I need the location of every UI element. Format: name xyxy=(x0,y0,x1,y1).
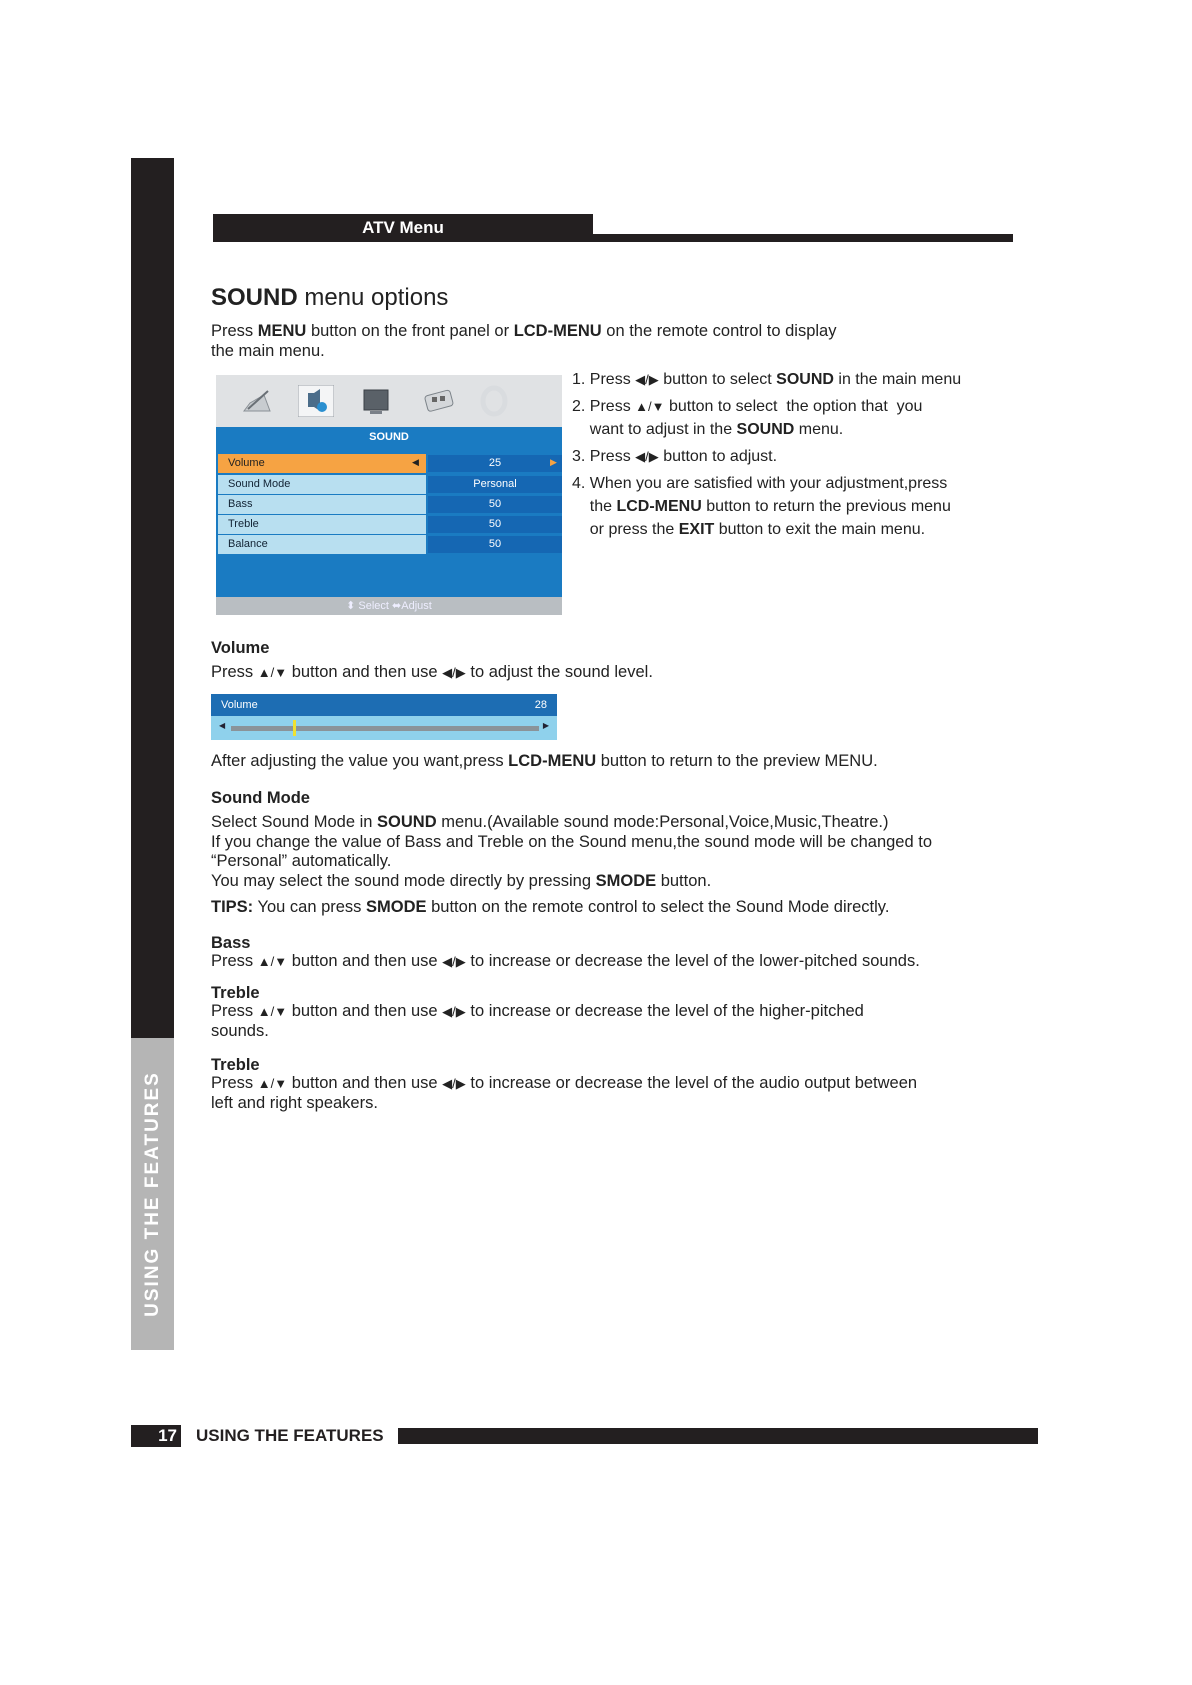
emphasis-text: TIPS: xyxy=(211,898,254,916)
text-run: button to return the previous menu xyxy=(701,498,951,515)
volume-heading: Volume xyxy=(211,639,270,657)
osd-row xyxy=(218,475,560,494)
right-arrow-icon: ▶ xyxy=(542,721,549,730)
text-run: want to adjust in the xyxy=(572,421,737,438)
text-run: in the main menu xyxy=(833,371,962,388)
text-run: 1. Press xyxy=(572,371,636,388)
volume-bar-label: Volume xyxy=(221,699,258,711)
step-line xyxy=(572,495,1022,518)
osd-row-label: Volume xyxy=(218,454,426,473)
arrow-buttons-icon: ◀/▶ xyxy=(442,954,466,969)
left-arrow-icon: ◀ xyxy=(219,721,226,730)
osd-row-value: 50 xyxy=(428,536,562,553)
osd-heading: SOUND xyxy=(369,431,409,443)
emphasis-text: SOUND xyxy=(736,421,795,438)
balance-text xyxy=(211,1073,917,1094)
balance-text-2: left and right speakers. xyxy=(211,1094,378,1112)
picture-icon xyxy=(240,385,276,417)
sidebar-dark-bar xyxy=(131,158,174,1038)
emphasis-text: LCD-MENU xyxy=(513,322,602,340)
emphasis-text: MENU xyxy=(257,322,307,340)
arrow-buttons-icon: ◀/▶ xyxy=(635,449,659,464)
volume-bar-value: 28 xyxy=(534,699,547,711)
balance-heading: Treble xyxy=(211,1056,260,1074)
sound-mode-line-1 xyxy=(211,812,888,832)
section-title-rest: menu options xyxy=(297,284,449,311)
footer-label: USING THE FEATURES xyxy=(196,1426,384,1445)
sound-mode-line-2: If you change the value of Bass and Treble on the Sound menu,the sound mode will be changed to xyxy=(211,833,932,851)
text-run: the xyxy=(572,498,617,515)
text-run: on the remote control to display xyxy=(601,322,837,340)
step-line xyxy=(572,472,1022,495)
sound-menu-screenshot xyxy=(216,375,562,615)
text-run: After adjusting the value you want,press xyxy=(211,752,509,770)
step-line xyxy=(572,395,1022,418)
text-run: Press xyxy=(211,1074,258,1092)
step-line xyxy=(572,418,1022,441)
footer-rule xyxy=(398,1428,1038,1444)
osd-row xyxy=(218,535,560,554)
text-run: Press xyxy=(211,1002,258,1020)
text-run: or press the xyxy=(572,521,679,538)
arrow-buttons-icon: ◀/▶ xyxy=(442,665,466,680)
intro-line-1 xyxy=(211,321,836,341)
osd-row-label: Balance xyxy=(218,535,426,554)
arrow-buttons-icon: ▲/▼ xyxy=(257,1076,288,1091)
steps-list xyxy=(572,368,1022,541)
text-run: Press xyxy=(211,952,258,970)
right-arrow-icon: ▶ xyxy=(550,457,557,467)
step-line xyxy=(572,518,1022,541)
arrow-buttons-icon: ◀/▶ xyxy=(635,372,659,387)
osd-footer-hint: ⬍ Select ⬌Adjust xyxy=(216,597,562,615)
text-run: menu. xyxy=(794,421,844,438)
arrow-buttons-icon: ◀/▶ xyxy=(442,1004,466,1019)
arrow-buttons-icon: ▲/▼ xyxy=(257,1004,288,1019)
text-run: button to return to the preview MENU. xyxy=(596,752,878,770)
treble-text xyxy=(211,1001,864,1022)
tips-line xyxy=(211,897,889,917)
emphasis-text: SMODE xyxy=(595,872,657,890)
bass-text xyxy=(211,951,920,972)
osd-sound-panel xyxy=(216,427,562,597)
arrow-buttons-icon: ▲/▼ xyxy=(257,665,288,680)
emphasis-text: SMODE xyxy=(366,898,427,916)
emphasis-text: LCD-MENU xyxy=(616,498,702,515)
osd-icon-row xyxy=(216,375,562,427)
screen-icon xyxy=(358,385,394,417)
text-run: to increase or decrease the level of the lower-pitched sounds. xyxy=(465,952,920,970)
arrow-buttons-icon: ▲/▼ xyxy=(635,399,665,414)
volume-osd-bar xyxy=(211,694,557,740)
emphasis-text: LCD-MENU xyxy=(508,752,597,770)
text-run: button. xyxy=(656,872,712,890)
osd-row xyxy=(218,495,560,514)
osd-row-label: Treble xyxy=(218,515,426,534)
arrow-buttons-icon: ◀/▶ xyxy=(442,1076,466,1091)
header-rule xyxy=(593,234,1013,242)
text-run: button to exit the main menu. xyxy=(714,521,926,538)
treble-heading: Treble xyxy=(211,984,260,1002)
osd-row-value: 50 xyxy=(428,496,562,513)
emphasis-text: SOUND xyxy=(377,813,437,831)
text-run: You may select the sound mode directly by pressing xyxy=(211,872,596,890)
text-run: button to select the option that you xyxy=(664,398,923,415)
volume-slider-area xyxy=(211,716,557,740)
osd-row xyxy=(218,515,560,534)
osd-row-label: Bass xyxy=(218,495,426,514)
text-run: button on the remote control to select the Sound Mode directly. xyxy=(426,898,890,916)
text-run: button to select xyxy=(658,371,777,388)
volume-slider-track xyxy=(231,726,539,731)
sound-mode-line-4 xyxy=(211,871,711,891)
volume-bar-header xyxy=(211,694,557,716)
volume-text xyxy=(211,662,653,683)
text-run: button and then use xyxy=(287,663,443,681)
intro-line-2: the main menu. xyxy=(211,342,325,360)
osd-row-value: 50 xyxy=(428,516,562,533)
left-arrow-icon: ◀ xyxy=(412,457,419,467)
text-run: button and then use xyxy=(287,1002,443,1020)
volume-after-text xyxy=(211,751,878,771)
volume-slider-knob xyxy=(293,720,296,736)
text-run: 4. When you are satisfied with your adjustment,press xyxy=(572,475,948,492)
text-run: button to adjust. xyxy=(658,448,778,465)
text-run: 3. Press xyxy=(572,448,636,465)
text-run: button and then use xyxy=(287,1074,443,1092)
section-title-bold: SOUND xyxy=(211,284,298,311)
osd-row-value: Personal xyxy=(428,476,562,493)
sound-icon xyxy=(298,385,334,417)
text-run: You can press xyxy=(253,898,367,916)
text-run: to adjust the sound level. xyxy=(465,663,653,681)
header-title: ATV Menu xyxy=(362,218,444,237)
sidebar-label xyxy=(131,1038,174,1350)
text-run: button on the front panel or xyxy=(306,322,514,340)
arrow-buttons-icon: ▲/▼ xyxy=(257,954,288,969)
osd-row-label: Sound Mode xyxy=(218,475,426,494)
text-run: Press xyxy=(211,322,258,340)
step-line xyxy=(572,368,1022,391)
text-run: button and then use xyxy=(287,952,443,970)
treble-text-2: sounds. xyxy=(211,1022,269,1040)
section-title xyxy=(211,284,448,312)
step-line xyxy=(572,445,1022,468)
sound-mode-line-3: “Personal” automatically. xyxy=(211,852,392,870)
text-run: menu.(Available sound mode:Personal,Voice,Music,Theatre.) xyxy=(436,813,889,831)
osd-row xyxy=(218,454,560,473)
sound-mode-heading: Sound Mode xyxy=(211,789,310,807)
sidebar-label-text: USING THE FEATURES xyxy=(141,1071,163,1317)
lock-icon xyxy=(476,385,512,417)
option-icon xyxy=(420,385,456,417)
emphasis-text: EXIT xyxy=(678,521,715,538)
text-run: Select Sound Mode in xyxy=(211,813,378,831)
text-run: Press xyxy=(211,663,258,681)
text-run: 2. Press xyxy=(572,398,636,415)
text-run: to increase or decrease the level of the higher-pitched xyxy=(465,1002,864,1020)
osd-row-value: 25 xyxy=(428,455,562,472)
page-number: 17 xyxy=(131,1425,181,1447)
emphasis-text: SOUND xyxy=(776,371,834,388)
text-run: to increase or decrease the level of the audio output between xyxy=(465,1074,918,1092)
bass-heading: Bass xyxy=(211,934,251,952)
